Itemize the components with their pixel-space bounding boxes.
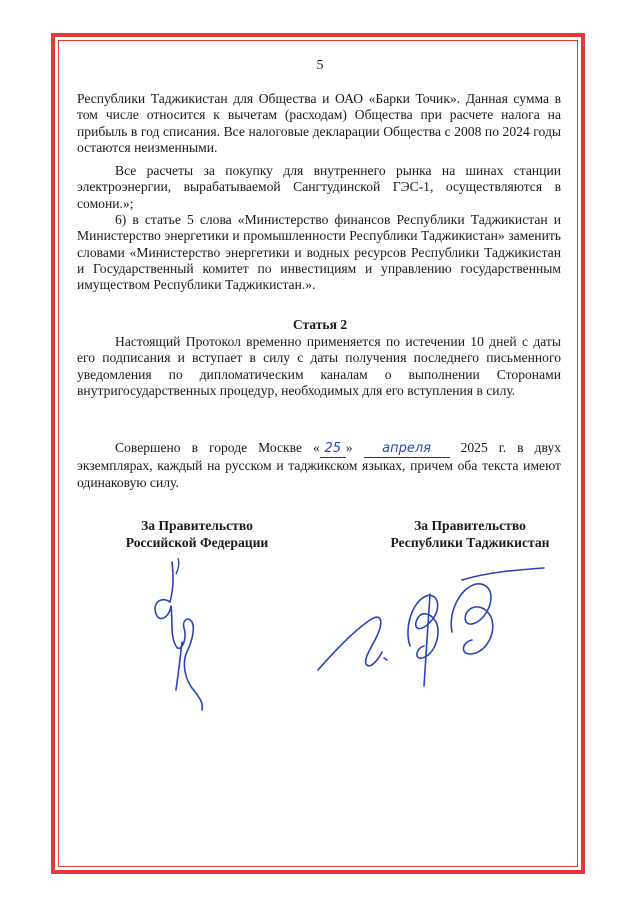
signatory-russia-line2: Российской Федерации	[125, 535, 269, 550]
signatory-russia-line1: За Правительство	[141, 518, 253, 533]
handwritten-month: апреля	[364, 441, 450, 458]
paragraph-3-text: 6) в статье 5 слова «Министерство финансов Республики Таджикистан и Министерство энергетики и промышленности Республики Таджикистан» заменить словами «Министерство энергетики и водных ресурсов Республики Таджикистан и Государственный комитет по инвестициям и управлению государственным имуществом Республики Таджикистан.».	[77, 212, 561, 293]
signature-tajikistan	[312, 562, 552, 702]
signatory-tajikistan-line2: Республики Таджикистан	[390, 535, 550, 550]
signatory-tajikistan	[345, 517, 595, 551]
closing-mid: »	[345, 440, 353, 455]
signatory-russia	[92, 517, 302, 551]
paragraph-2	[77, 163, 561, 212]
closing-suffix: 2025 г. в двух экземплярах, каждый на русском и таджикском языках, причем оба текста имеют одинаковую силу.	[77, 440, 561, 490]
closing-text	[77, 440, 561, 491]
page-number: 5	[316, 58, 324, 73]
signature-russia	[140, 550, 220, 720]
paragraph-2-text: Все расчеты за покупку для внутреннего рынка на шинах станции электроэнергии, вырабатываемой Сангтудинской ГЭС-1, осуществляются в сомони.»;	[77, 163, 561, 211]
paragraph-1	[77, 91, 561, 156]
paragraph-1-text: Республики Таджикистан для Общества и ОАО «Барки Точик». Данная сумма в том числе относится к вычетам (расходам) Общества при расчете налога на прибыль в год списания. Все налоговые декларации Общества с 2008 по 2024 годы остаются неизменными.	[77, 91, 561, 155]
closing-prefix: Совершено в городе Москве «	[115, 440, 320, 455]
handwritten-day: 25	[320, 441, 346, 458]
article-title: Статья 2	[292, 317, 348, 332]
paragraph-3	[77, 212, 561, 293]
closing-paragraph	[77, 440, 561, 491]
paragraph-4	[77, 334, 561, 399]
signatory-tajikistan-line1: За Правительство	[414, 518, 526, 533]
paragraph-4-text: Настоящий Протокол временно применяется по истечении 10 дней с даты его подписания и вступает в силу с даты получения последнего письменного уведомления по дипломатическим каналам о выполнении Сторонами внутригосударственных процедур, необходимых для его вступления в силу.	[77, 334, 561, 398]
